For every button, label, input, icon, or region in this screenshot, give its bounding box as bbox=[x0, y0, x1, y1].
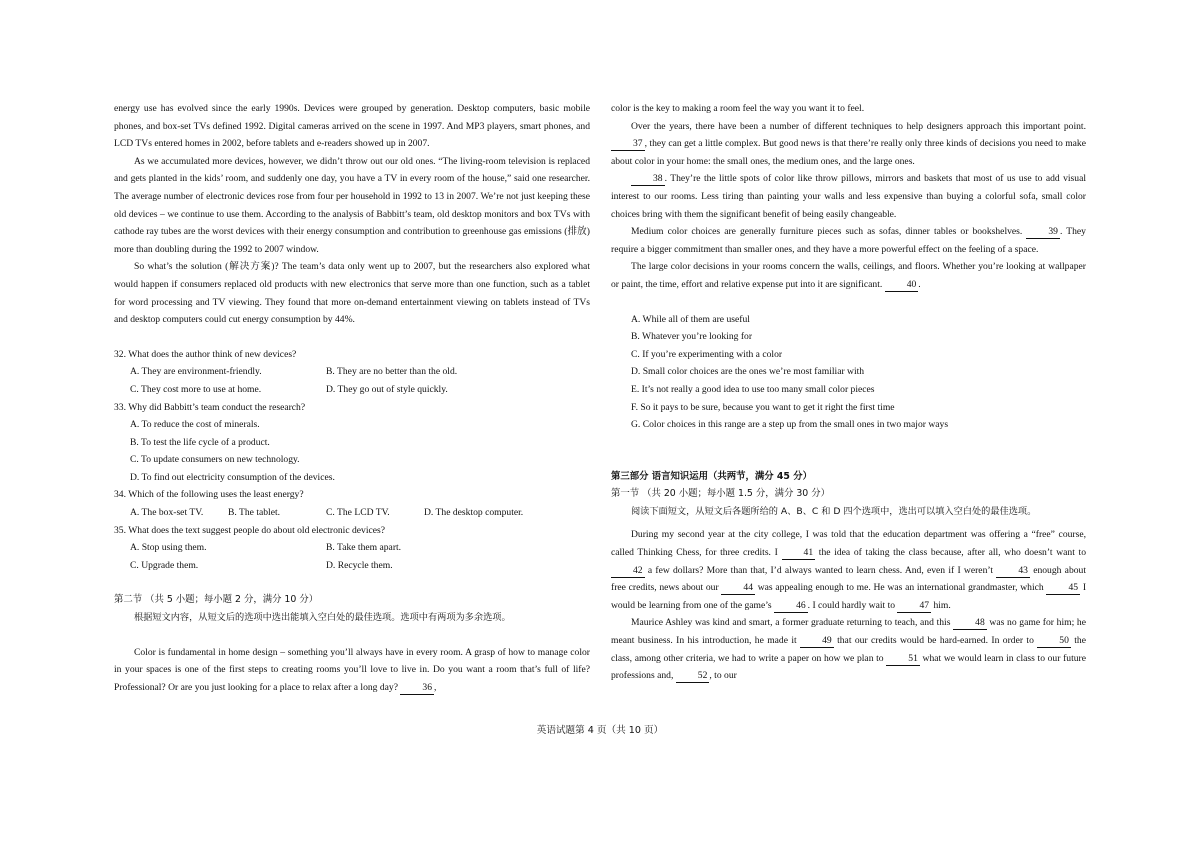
option: D. The desktop computer. bbox=[424, 507, 524, 519]
option: B. They are no better than the old. bbox=[326, 366, 458, 378]
question-stem: 33. Why did Babbitt’s team conduct the research? bbox=[114, 401, 306, 413]
blank-37: 37 bbox=[611, 138, 645, 151]
option: A. While all of them are useful bbox=[631, 313, 750, 325]
option: F. So it pays to be sure, because you want to get it right the first time bbox=[631, 401, 895, 413]
question-35 bbox=[114, 522, 590, 575]
question-34 bbox=[114, 486, 590, 521]
left-column bbox=[114, 100, 590, 696]
option: A. The box-set TV. bbox=[130, 507, 204, 519]
blank-49: 49 bbox=[800, 635, 834, 648]
question-stem: 34. Which of the following uses the least energy? bbox=[114, 489, 304, 501]
option: E. It’s not really a good idea to use too many small color pieces bbox=[631, 383, 875, 395]
option: B. Take them apart. bbox=[326, 542, 402, 554]
option: A. They are environment-friendly. bbox=[130, 366, 262, 378]
option: C. If you’re experimenting with a color bbox=[631, 348, 783, 360]
option: B. The tablet. bbox=[228, 507, 281, 519]
option: C. The LCD TV. bbox=[326, 507, 390, 519]
passage-paragraph: The large color decisions in your rooms concern the walls, ceilings, and floors. Whether you’re looking at wallpaper or paint, the time, effort and relative expense put into it are significant. 40 . bbox=[611, 261, 1086, 290]
options-list bbox=[611, 311, 1086, 434]
passage-paragraph: Color is fundamental in home design – something you’ll always have in every room. A grasp of how to manage color in your spaces is one of the first steps to creating rooms you’ll love to live in. Do you want a room that’s full of life? Professional? Or are you just looking for a place to relax after a long day? 36 , bbox=[114, 646, 590, 693]
part-title: 第三部分 语言知识运用（共两节，满分 45 分） bbox=[611, 470, 812, 482]
option: D. To find out electricity consumption of the devices. bbox=[130, 471, 335, 483]
blank-38: 38 bbox=[631, 173, 665, 186]
blank-36: 36 bbox=[400, 682, 434, 695]
section-instructions: 阅读下面短文，从短文后各题所给的 A、B、C 和 D 四个选项中，选出可以填入空白处的最佳选项。 bbox=[631, 505, 1037, 517]
passage-paragraph: Medium color choices are generally furniture pieces such as sofas, dinner tables or bookshelves. 39 . They require a bigger commitment than smaller ones, and they have a more powerful effect on the feeling of a space. bbox=[611, 226, 1086, 255]
option: A. To reduce the cost of minerals. bbox=[130, 419, 260, 431]
blank-41: 41 bbox=[782, 547, 816, 560]
option: B. To test the life cycle of a product. bbox=[130, 436, 270, 448]
cloze-paragraph: During my second year at the city college, I was told that the education department was offering a “free” course, called Thinking Chess, for three credits. I 41 the idea of taking the class because, after all, who doesn’t want to 42 a few dollars? More than that, I’d always wanted to learn chess. And, even if I weren’t 43 enough about free credits, news about our 44 was appealing enough to me. He was an international grandmaster, which 45 I would be learning from one of the game’s 46 . I could hardly wait to 47 him. bbox=[611, 529, 1087, 611]
passage-paragraph: Over the years, there have been a number of different techniques to help designers approach this important point. 37 , they can get a little complex. But good news is that there’re really only three kinds of decisions you need to make about color in your home: the small ones, the medium ones, and the large ones. bbox=[611, 120, 1086, 167]
option: B. Whatever you’re looking for bbox=[631, 331, 753, 343]
section-title: 第一节 （共 20 小题；每小题 1.5 分，满分 30 分） bbox=[611, 488, 831, 500]
question-33 bbox=[114, 399, 590, 487]
option: D. Recycle them. bbox=[326, 559, 393, 571]
blank-43: 43 bbox=[996, 565, 1030, 578]
blank-40: 40 bbox=[885, 279, 919, 292]
section-title: 第二节 （共 5 小题；每小题 2 分，满分 10 分） bbox=[114, 594, 319, 606]
passage-paragraph: energy use has evolved since the early 1990s. Devices were grouped by generation. Desktop computers, basic mobile phones, and box-set TVs defined 1992. Digital cameras arrived on the scene in 1997. And MP3 players, smart phones, and LCD TVs entered homes in 2002, before tablets and e-readers showed up in 2007. bbox=[114, 103, 590, 150]
option: D. Small color choices are the ones we’re most familiar with bbox=[631, 366, 865, 378]
option: G. Color choices in this range are a step up from the small ones in two major ways bbox=[631, 419, 949, 431]
blank-39: 39 bbox=[1026, 226, 1060, 239]
option: D. They go out of style quickly. bbox=[326, 383, 448, 395]
passage-paragraph: So what’s the solution (解决方案)? The team’s data only went up to 2007, but the researchers also explored what would happen if consumers replaced old products with new electronics that serve more than one function, such as a tablet for word processing and TV viewing. They found that more on-demand entertainment viewing on tablets instead of TVs and desktop computers could cut energy consumption by 44%. bbox=[114, 261, 590, 326]
option: A. Stop using them. bbox=[130, 542, 207, 554]
cloze-paragraph: Maurice Ashley was kind and smart, a former graduate returning to teach, and this 48 was no game for him; he meant business. In his introduction, he made it 49 that our credits would be hard-earned. In order to 50 the class, among other criteria, we had to write a paper on how we plan to 51 what we would learn in class to our future professions and, 52 , to our bbox=[611, 617, 1086, 682]
option: C. Upgrade them. bbox=[130, 559, 199, 571]
right-column bbox=[611, 100, 1086, 685]
section-instructions: 根据短文内容，从短文后的选项中选出能填入空白处的最佳选项。选项中有两项为多余选项。 bbox=[134, 612, 511, 624]
blank-42: 42 bbox=[611, 565, 645, 578]
question-stem: 35. What does the text suggest people do about old electronic devices? bbox=[114, 524, 386, 536]
blank-46: 46 bbox=[774, 600, 808, 613]
blank-52: 52 bbox=[676, 670, 710, 683]
option: C. To update consumers on new technology. bbox=[130, 454, 300, 466]
blank-47: 47 bbox=[897, 600, 931, 613]
passage-paragraph: As we accumulated more devices, however, we didn’t throw out our old ones. “The living-room television is replaced and gets planted in the kids’ room, and suddenly one day, you have a TV in every room of the house,” said one researcher. The average number of electronic devices rose from four per household in 1992 to 13 in 2007. We’re not just keeping these old devices – we continue to use them. According to the analysis of Babbitt’s team, old desktop monitors and box TVs with cathode ray tubes are the worst devices with their energy consumption and contribution to greenhouse gas emissions (排放) more than doubling during the 1992 to 2007 window. bbox=[114, 155, 590, 255]
blank-44: 44 bbox=[721, 582, 755, 595]
passage-paragraph: color is the key to making a room feel the way you want it to feel. bbox=[611, 103, 865, 114]
blank-51: 51 bbox=[886, 653, 920, 666]
question-32 bbox=[114, 346, 590, 399]
question-stem: 32. What does the author think of new devices? bbox=[114, 348, 297, 360]
blank-45: 45 bbox=[1046, 582, 1080, 595]
option: C. They cost more to use at home. bbox=[130, 383, 262, 395]
passage-paragraph: 38 . They’re the little spots of color like throw pillows, mirrors and baskets that most of us use to add visual interest to our rooms. Less tiring than painting your walls and less expensive than buying a colorful sofa, small color choices bring with them the significant benefit of being easily changeable. bbox=[611, 173, 1086, 220]
page-footer: 英语试题第 4 页（共 10 页） bbox=[536, 725, 664, 736]
blank-48: 48 bbox=[953, 617, 987, 630]
blank-50: 50 bbox=[1037, 635, 1071, 648]
